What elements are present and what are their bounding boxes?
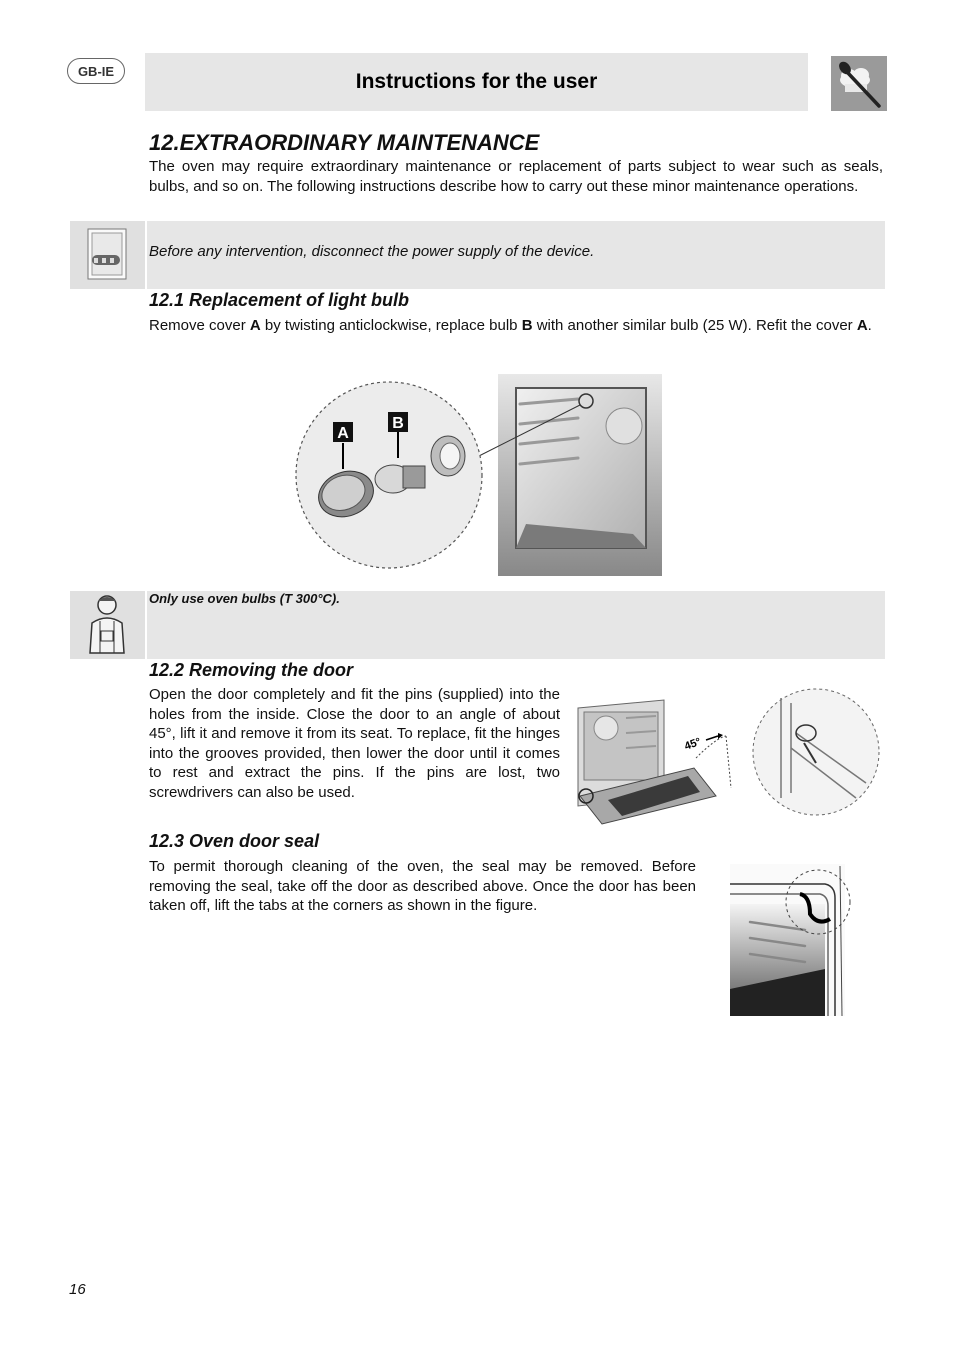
technician-icon bbox=[70, 591, 145, 659]
bulb-text-3: with another similar bulb (25 W). Refit the cover bbox=[532, 317, 857, 334]
seal-paragraph: To permit thorough cleaning of the oven, the seal may be removed. Before removing the seal, take off the door as described above. Once the door has been taken off, lift the tabs at the corners as shown in the figure. bbox=[149, 858, 696, 914]
figure-label-a: A bbox=[337, 425, 349, 442]
warning-icon-box bbox=[70, 221, 145, 289]
bulb-label-a2: A bbox=[856, 317, 868, 334]
language-badge: GB-IE bbox=[67, 58, 125, 84]
chef-spoon-icon bbox=[831, 56, 887, 111]
subsection-title-door: 12.2 Removing the door bbox=[149, 660, 354, 680]
angle-label: 45° bbox=[682, 735, 703, 753]
intro-paragraph: The oven may require extraordinary maintenance or replacement of parts subject to wear such as seals, bulbs, and so on. The following instructions describe how to carry out these minor maintenance operations. bbox=[149, 158, 883, 195]
technician-icon-box bbox=[70, 591, 145, 659]
page-number: 16 bbox=[69, 1281, 86, 1298]
bulb-label-b: B bbox=[521, 317, 533, 334]
power-switch-icon bbox=[70, 221, 145, 289]
page-header bbox=[145, 53, 808, 111]
warning-text-bulb: Only use oven bulbs (T 300°C). bbox=[149, 591, 340, 606]
door-removal-figure bbox=[576, 688, 881, 818]
door-seal-figure bbox=[730, 864, 850, 1019]
warning-bar-power bbox=[147, 221, 885, 289]
subsection-title-bulb: 12.1 Replacement of light bulb bbox=[149, 290, 410, 310]
figure-label-b: B bbox=[392, 415, 404, 432]
bulb-text-2: by twisting anticlockwise, replace bulb bbox=[260, 317, 522, 334]
header-title: Instructions for the user bbox=[355, 70, 598, 93]
bulb-text-1: Remove cover bbox=[149, 317, 250, 334]
bulb-label-a: A bbox=[249, 317, 261, 334]
section-title: 12.EXTRAORDINARY MAINTENANCE bbox=[149, 130, 540, 155]
door-paragraph: Open the door completely and fit the pins (supplied) into the holes from the inside. Close the door to an angle of about 45°, lift it and remove it from its seat. To replace, fit the hinges into the grooves provided, then lower the door until it comes to rest and extract the pins. If the pins are lost, two screwdrivers can also be used. bbox=[149, 686, 560, 801]
warning-text-power: Before any intervention, disconnect the power supply of the device. bbox=[149, 243, 595, 260]
warning-bar-bulb bbox=[147, 591, 885, 659]
bulb-replacement-figure bbox=[288, 374, 663, 576]
bulb-paragraph bbox=[149, 316, 883, 336]
bulb-text-4: . bbox=[867, 317, 872, 334]
subsection-title-seal: 12.3 Oven door seal bbox=[149, 831, 320, 851]
